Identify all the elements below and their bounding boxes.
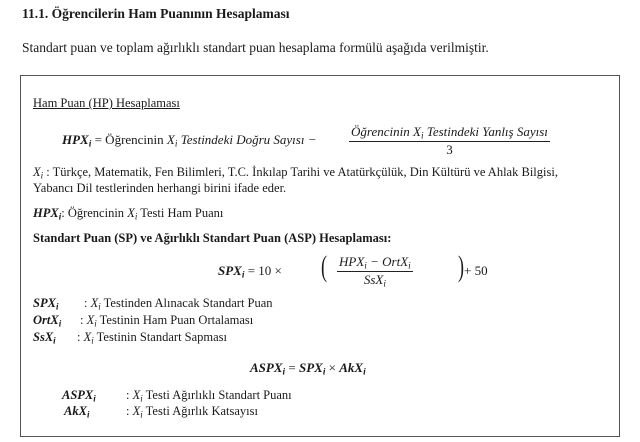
asp-formula-a-sub: i bbox=[322, 367, 326, 378]
asp-formula bbox=[250, 360, 366, 377]
sp-formula-eq: = 10 × bbox=[244, 263, 282, 278]
hp-formula-eq: = Öğrencinin bbox=[91, 132, 167, 147]
hp-formula-x-sub: i bbox=[174, 139, 178, 150]
hp-formula-denominator: 3 bbox=[446, 142, 453, 158]
def-x: X bbox=[132, 388, 141, 402]
def-x-sub: i bbox=[98, 301, 101, 312]
asp-formula-lhs-sub: i bbox=[282, 367, 286, 378]
def-row-ak bbox=[64, 404, 89, 419]
hp-num-post: Testindeki Yanlış Sayısı bbox=[423, 124, 548, 139]
def-term: OrtX bbox=[33, 313, 59, 327]
sp-num-a-sub: i bbox=[364, 261, 367, 272]
def-x-sub: i bbox=[91, 335, 94, 346]
sp-den: SsX bbox=[363, 272, 384, 288]
sp-formula-lhs: SPX bbox=[218, 263, 242, 278]
hp-def-term-sub: i bbox=[58, 211, 62, 222]
hp-heading: Ham Puan (HP) Hesaplaması bbox=[33, 96, 180, 110]
sp-formula-fraction bbox=[337, 254, 413, 290]
def-text: Testinin Ham Puan Ortalaması bbox=[96, 313, 254, 327]
def-desc-ss bbox=[77, 330, 227, 345]
def-desc-ort bbox=[80, 313, 253, 328]
def-term: SsX bbox=[33, 330, 54, 344]
hp-def-pre: : Öğrencinin bbox=[61, 206, 128, 220]
def-sep: : bbox=[126, 404, 133, 418]
def-desc-sp bbox=[84, 296, 273, 311]
sp-formula-numerator bbox=[337, 254, 413, 272]
def-row-ss bbox=[33, 330, 56, 345]
sp-num-mid: − OrtX bbox=[366, 254, 409, 269]
sp-den-sub: i bbox=[383, 279, 386, 290]
hp-num-x: X bbox=[412, 124, 421, 139]
hp-def-post: Testi Ham Puanı bbox=[137, 206, 224, 220]
hp-formula-rest: Testindeki Doğru Sayısı − bbox=[177, 132, 317, 147]
hp-formula-numerator bbox=[349, 124, 550, 142]
def-term-sub: i bbox=[93, 393, 96, 404]
sp-num-b-sub: i bbox=[408, 261, 411, 272]
xi-description-line1 bbox=[33, 165, 558, 180]
asp-formula-times: × bbox=[325, 360, 340, 375]
def-text: Testi Ağırlıklı Standart Puanı bbox=[142, 388, 292, 402]
sp-heading: Standart Puan (SP) ve Ağırlıklı Standart Puan (ASP) Hesaplaması: bbox=[33, 231, 392, 245]
right-paren: ) bbox=[458, 250, 464, 283]
def-text: Testinden Alınacak Standart Puan bbox=[100, 296, 273, 310]
hp-num-pre: Öğrencinin bbox=[351, 124, 413, 139]
asp-formula-eq: = bbox=[285, 360, 299, 375]
hp-num-x-sub: i bbox=[420, 131, 424, 142]
hp-formula-x: X bbox=[166, 132, 175, 147]
left-paren: ( bbox=[321, 250, 327, 283]
section-title: 11.1. Öğrencilerin Ham Puanının Hesaplaması bbox=[22, 6, 290, 21]
def-x: X bbox=[83, 330, 92, 344]
def-text: Testi Ağırlık Katsayısı bbox=[142, 404, 258, 418]
def-term-sub: i bbox=[55, 301, 59, 312]
hp-formula-fraction bbox=[349, 124, 550, 158]
def-term-sub: i bbox=[58, 318, 62, 329]
def-desc-asp bbox=[126, 388, 292, 403]
def-sep: : bbox=[84, 296, 91, 310]
def-term: SPX bbox=[33, 296, 56, 310]
def-row-sp bbox=[33, 296, 58, 311]
asp-formula-a: SPX bbox=[298, 360, 323, 375]
xi-symbol: X bbox=[33, 165, 41, 179]
asp-formula-lhs: ASPX bbox=[250, 360, 283, 375]
hp-def-x-sub: i bbox=[134, 211, 138, 222]
hp-formula-lhs: HPX bbox=[62, 132, 89, 147]
hp-def-x: X bbox=[127, 206, 135, 220]
def-x: X bbox=[132, 404, 141, 418]
sp-formula-lhs-sub: i bbox=[241, 270, 245, 281]
sp-formula-denominator bbox=[337, 272, 413, 289]
xi-symbol-sub: i bbox=[40, 170, 44, 181]
def-sep: : bbox=[126, 388, 133, 402]
def-row-asp bbox=[62, 388, 96, 403]
def-text: Testinin Standart Sapması bbox=[93, 330, 228, 344]
sp-formula-tail: + 50 bbox=[464, 263, 488, 278]
def-desc-ak bbox=[126, 404, 258, 419]
asp-formula-b-sub: i bbox=[363, 367, 366, 378]
def-x-sub: i bbox=[140, 393, 143, 404]
def-term-sub: i bbox=[86, 409, 90, 420]
def-x: X bbox=[90, 296, 99, 310]
def-sep: : bbox=[80, 313, 87, 327]
xi-description-text: : Türkçe, Matematik, Fen Bilimleri, T.C. İnkılap Tarihi ve Atatürkçülük, Din Kültürü ve Ahlak Bilgisi, bbox=[43, 165, 558, 179]
def-x: X bbox=[86, 313, 95, 327]
hp-def-term: HPX bbox=[33, 206, 59, 220]
xi-description-line2: Yabancı Dil testlerinden herhangi birini ifade eder. bbox=[33, 181, 287, 195]
intro-text: Standart puan ve toplam ağırlıklı standart puan hesaplama formülü aşağıda verilmiştir. bbox=[22, 40, 489, 55]
hp-definition bbox=[33, 206, 223, 221]
sp-num-a: HPX bbox=[339, 254, 365, 269]
def-row-ort bbox=[33, 313, 61, 328]
def-term-sub: i bbox=[53, 335, 56, 346]
def-x-sub: i bbox=[140, 409, 143, 420]
hp-formula-lhs-sub: i bbox=[88, 139, 92, 150]
def-sep: : bbox=[77, 330, 84, 344]
def-x-sub: i bbox=[94, 318, 97, 329]
def-term: ASPX bbox=[62, 388, 94, 402]
asp-formula-b: AkX bbox=[339, 360, 364, 375]
def-term: AkX bbox=[64, 404, 87, 418]
